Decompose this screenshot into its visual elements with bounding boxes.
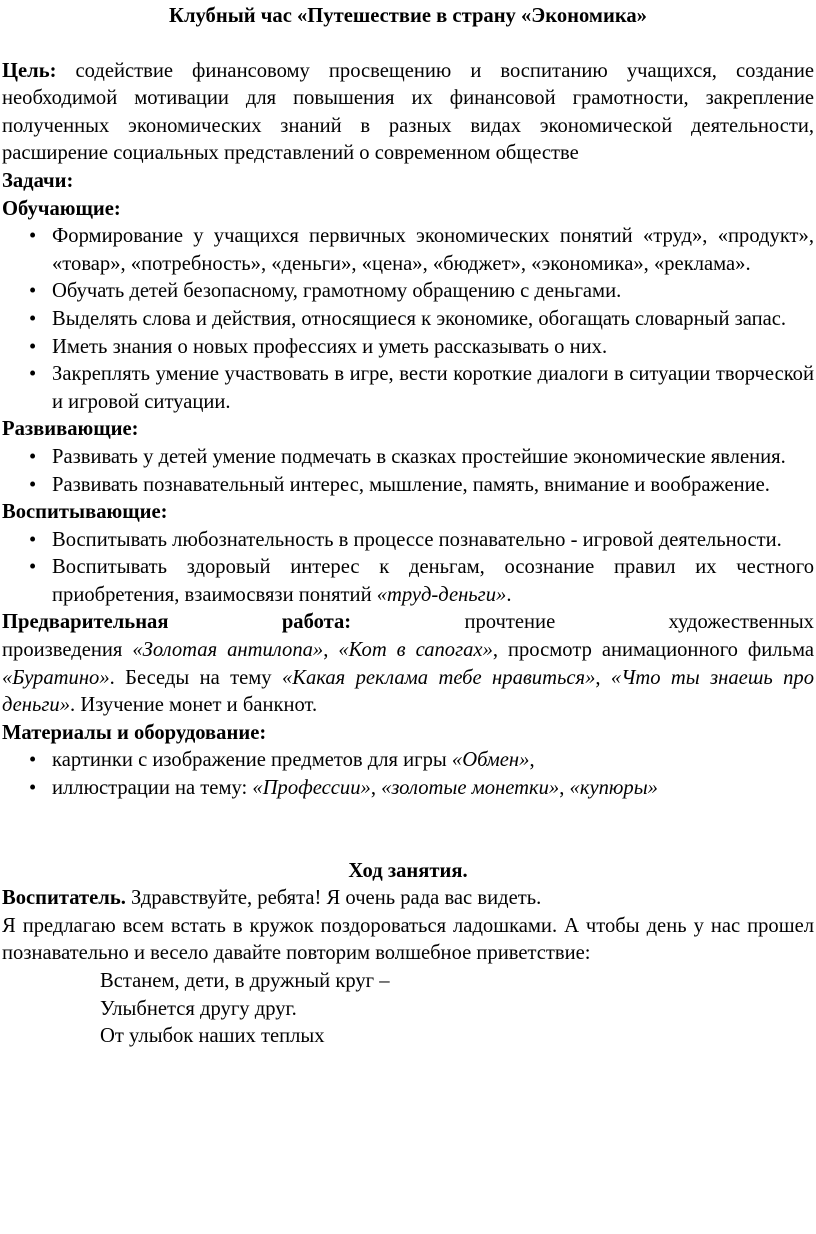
document-title: Клубный час «Путешествие в страну «Экономика» [169, 5, 647, 27]
bullet-icon: • [29, 307, 37, 330]
list-item: • Закреплять умение участвовать в игре, вести короткие диалоги в ситуации творческой и игровой ситуации. [29, 363, 814, 413]
goal-text: содействие финансовому просвещению и воспитанию учащихся, создание необходимой мотивации для повышения их финансовой грамотности, закрепление полученных экономических знаний в разных видах экономической деятельности, расширение социальных представлений о современном обществе [2, 59, 814, 165]
teacher-line: Воспитатель. Здравствуйте, ребята! Я очень рада вас видеть. [2, 887, 542, 910]
tasks-heading: Задачи: [2, 169, 74, 192]
list-item: • Воспитывать здоровый интерес к деньгам, осознание правил их честного приобретения, взаимосвязи понятий «труд-деньги». [29, 556, 814, 606]
bullet-icon: • [29, 225, 37, 248]
poem-line: От улыбок наших теплых [100, 1025, 325, 1048]
bullet-icon: • [29, 335, 37, 358]
learning-list [2, 223, 814, 416]
poem-line: Улыбнется другу друг. [100, 997, 297, 1020]
list-item: • иллюстрации на тему: «Профессии», «золотые монетки», «купюры» [2, 775, 814, 803]
bullet-icon: • [29, 445, 37, 468]
learning-heading: Обучающие: [2, 197, 121, 220]
lesson-heading: Ход занятия. [348, 859, 468, 882]
preliminary-label: Предварительная [2, 611, 169, 634]
list-item: • Развивать познавательный интерес, мышление, память, внимание и воображение. [2, 472, 814, 500]
speaker-label: Воспитатель. [2, 887, 126, 910]
preliminary-work-text: произведения «Золотая антилопа», «Кот в сапогах», просмотр анимационного фильма «Буратино». Беседы на тему «Какая реклама тебе нравиться», «Что ты знаешь про деньги». Изучение монет и банкнот. [2, 639, 815, 717]
materials-list [2, 747, 814, 802]
list-item: • Воспитывать любознательность в процессе познавательно - игровой деятельности. [2, 527, 814, 555]
list-item: • Формирование у учащихся первичных экономических понятий «труд», «продукт», «товар», «потребность», «деньги», «цена», «бюджет», «экономика», «реклама». [29, 225, 814, 275]
bullet-icon: • [29, 363, 37, 386]
developing-heading: Развивающие: [2, 418, 139, 441]
list-item: • Иметь знания о новых профессиях и уметь рассказывать о них. [2, 334, 814, 362]
bullet-icon: • [29, 280, 37, 303]
bullet-icon: • [29, 749, 37, 772]
bullet-icon: • [29, 473, 37, 496]
greeting-poem [2, 968, 814, 1051]
developing-list [2, 444, 814, 499]
poem-line: Встанем, дети, в дружный круг – [100, 970, 390, 992]
materials-heading: Материалы и оборудование: [2, 721, 267, 744]
goal-paragraph [2, 58, 814, 168]
list-item: • Обучать детей безопасному, грамотному обращению с деньгами. [2, 278, 814, 306]
bullet-icon: • [29, 556, 37, 579]
list-item: • картинки с изображение предметов для игры «Обмен», [2, 747, 814, 775]
list-item: • Развивать у детей умение подмечать в сказках простейшие экономические явления. [2, 444, 814, 472]
upbringing-list [2, 527, 814, 610]
bullet-icon: • [29, 528, 37, 551]
upbringing-heading: Воспитывающие: [2, 501, 168, 524]
list-item: • Выделять слова и действия, относящиеся к экономике, обогащать словарный запас. [2, 306, 814, 334]
spacer [2, 803, 814, 858]
bullet-icon: • [29, 777, 37, 800]
preliminary-work-line1: Предварительная работа: прочтение художественных [2, 611, 814, 634]
goal-label: Цель: [2, 59, 57, 82]
lesson-paragraph: Я предлагаю всем встать в кружок поздороваться ладошками. А чтобы день у нас прошел познавательно и весело давайте повторим волшебное приветствие: [2, 914, 814, 965]
